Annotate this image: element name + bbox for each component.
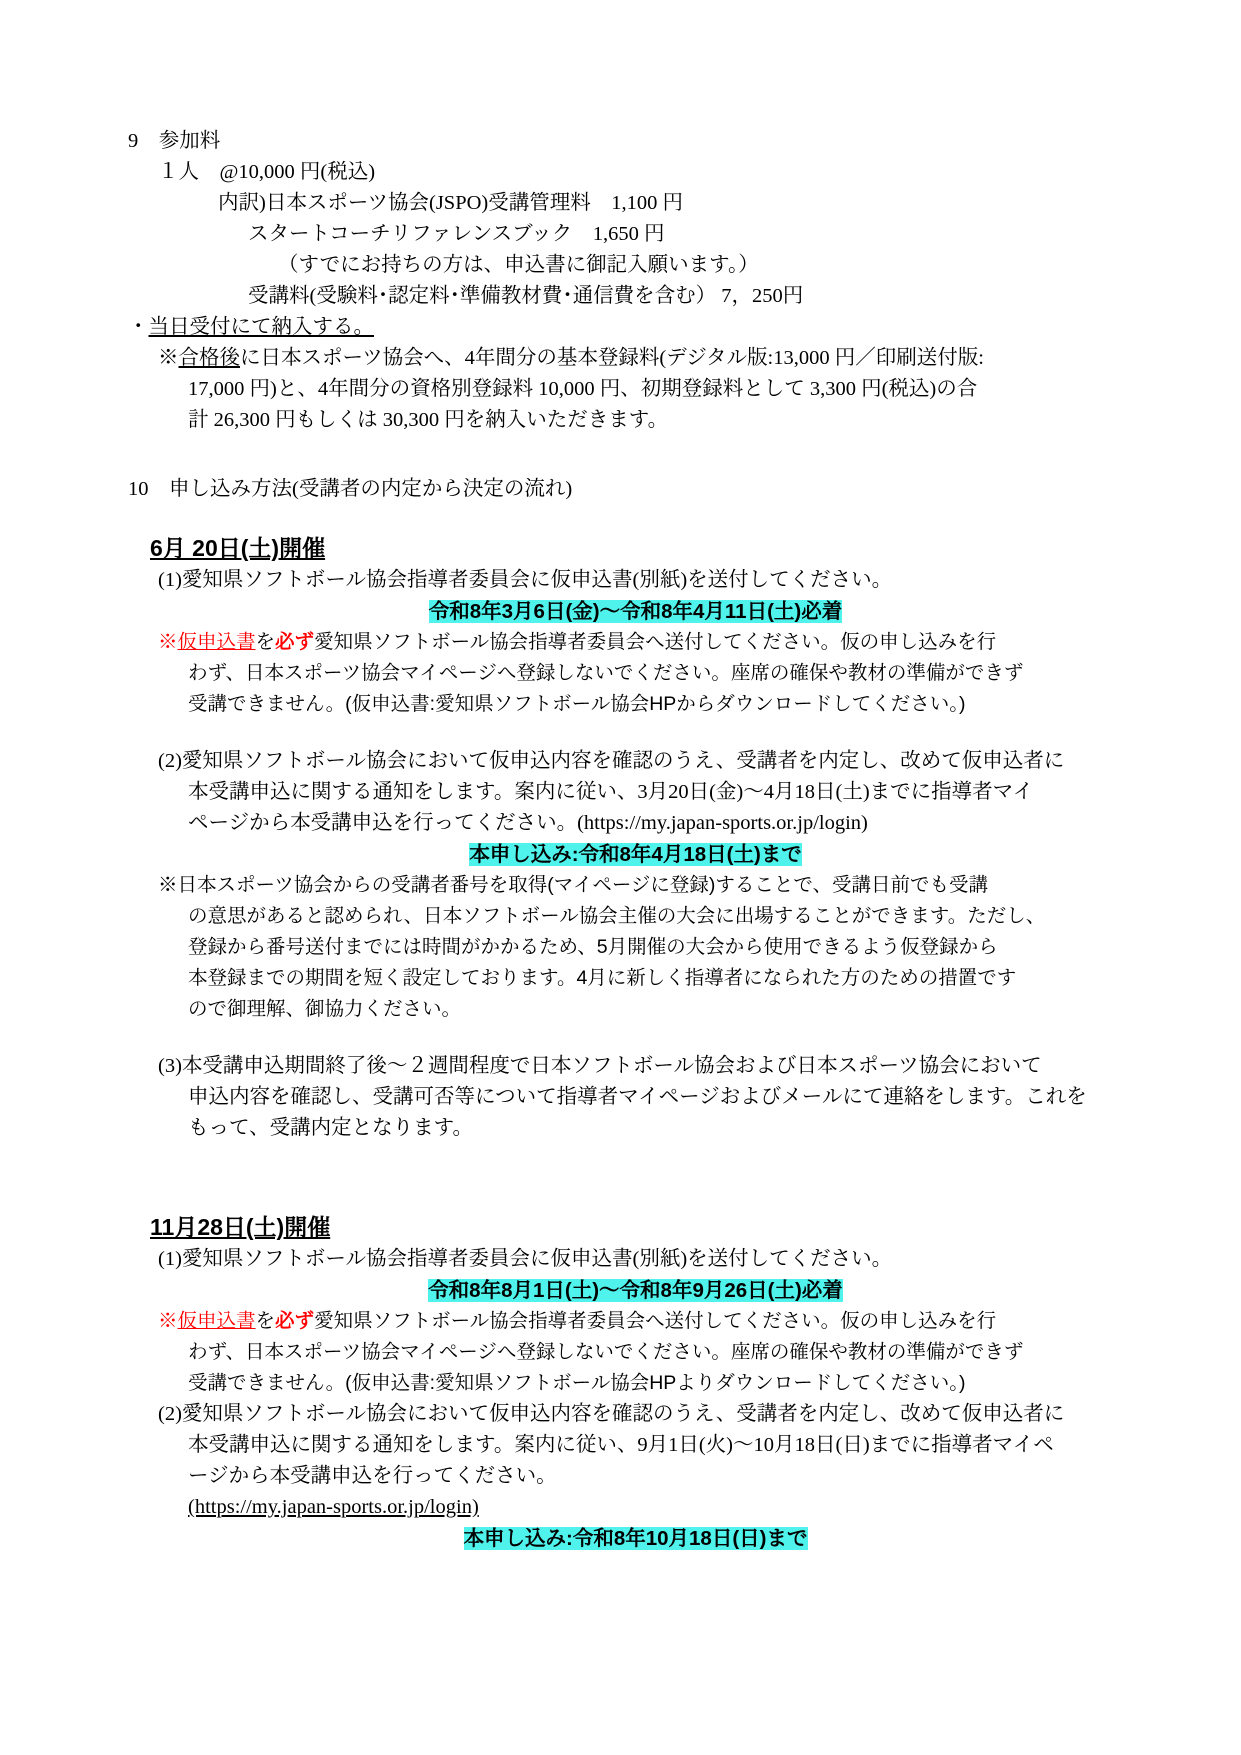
fee-note-line-2: 17,000 円)と、4年間分の資格別登録料 10,000 円、初期登録料として 3,300 円(税込)の合 [188,378,978,400]
event1-heading: 6月 20日(土)開催 [150,535,326,561]
event1-note1-bold: 必ず [275,631,315,653]
event2-note1-mid: を [255,1310,276,1332]
section-9-number: 9 [128,130,139,152]
event2-item2-deadline [128,1523,1113,1554]
event2-note1-red: 仮申込書 [177,1310,256,1332]
event2-item1-text: 愛知県ソフトボール協会指導者委員会に仮申込書(別紙)を送付してください。 [181,1248,893,1270]
event2-note1-rest: 愛知県ソフトボール協会指導者委員会へ送付してください。仮の申し込みを行 [314,1310,997,1332]
event2-item1-deadline [128,1275,1113,1306]
event1-item3-line1 [128,1051,1113,1082]
fee-line-1: １人 @10,000 円(税込) [158,161,376,183]
document-body [128,126,1113,1554]
event1-item2-line2: 本受講申込に関する通知をします。案内に従い、3月20日(金)～4月18日(土)までに指導者マイ [188,781,1034,803]
event1-item3-line3: もって、受講内定となります。 [188,1117,473,1139]
event1-item2-label: (2) [158,750,182,772]
event1-item1-deadline-text: 令和8年3月6日(金)～令和8年4月11日(土)必着 [428,600,843,623]
event2-item2-label: (2) [158,1403,182,1425]
fee-line-5: 受講料(受験料･認定料･準備教材費･通信費を含む） 7，250円 [248,285,804,307]
event1-note1-mid: を [255,631,276,653]
event2-note1-line3: 受講できません。(仮申込書:愛知県ソフトボール協会HPよりダウンロードしてください。) [188,1372,966,1394]
fee-payment-underlined: 当日受付にて納入する。 [148,316,374,338]
event1-item2-line1 [128,746,1113,777]
event1-item3-line2: 申込内容を確認し、受講可否等について指導者マイページおよびメールにて連絡をします。これを [188,1086,1087,1108]
fee-note-line-1: ※合格後に日本スポーツ協会へ、4年間分の基本登録料(デジタル版:13,000 円／印刷送付版: [158,347,984,369]
event2-item2-line3: ージから本受講申込を行ってください。 [188,1465,557,1487]
event2-heading: 11月28日(土)開催 [150,1214,331,1240]
event1-item3-label: (3) [158,1055,182,1077]
event1-note1-line1 [128,627,1113,658]
event2-item2-line2: 本受講申込に関する通知をします。案内に従い、9月1日(火)～10月18日(日)までに指導者マイペ [188,1434,1054,1456]
event2-item1 [128,1244,1113,1275]
event2-note1-line2: わず、日本スポーツ協会マイページへ登録しないでください。座席の確保や教材の準備ができず [188,1341,1024,1363]
fee-line-3: スタートコーチリファレンスブック 1,650 円 [248,223,665,245]
section-9-title: 参加料 [158,130,221,152]
event2-item2-line1 [128,1399,1113,1430]
fee-note-line-3: 計 26,300 円もしくは 30,300 円を納入いただきます。 [188,409,669,431]
fee-payment-line: ・当日受付にて納入する。 [128,316,374,338]
event1-item2-text1: 愛知県ソフトボール協会において仮申込内容を確認のうえ、受講者を内定し、改めて仮申込者に [181,750,1065,772]
fee-note-underlined: 合格後 [178,347,240,369]
section-9-heading [128,126,1113,157]
fee-line-4: （すでにお持ちの方は、申込書に御記入願います。） [278,254,759,276]
section-10-number: 10 [128,478,149,500]
event1-item1 [128,565,1113,596]
event2-item1-deadline-text: 令和8年8月1日(土)～令和8年9月26日(土)必着 [428,1279,843,1302]
event2-item2-url-line [128,1492,1113,1523]
event1-note1-line2: わず、日本スポーツ協会マイページへ登録しないでください。座席の確保や教材の準備ができず [188,662,1024,684]
event1-note2-line5: ので御理解、御協力ください。 [188,998,462,1020]
event1-item2-deadline-text: 本申し込み:令和8年4月18日(土)まで [469,843,802,866]
event1-note2-line3: 登録から番号送付までには時間がかかるため、5月開催の大会から使用できるよう仮登録から [188,936,998,958]
event1-note1-mark: ※ [158,631,178,653]
event1-item3-text1: 本受講申込期間終了後～２週間程度で日本ソフトボール協会および日本スポーツ協会において [181,1055,1042,1077]
event1-item1-deadline [128,596,1113,627]
fee-line-2: 内訳)日本スポーツ協会(JSPO)受講管理料 1,100 円 [218,192,683,214]
event2-item2-deadline-text: 本申し込み:令和8年10月18日(日)まで [463,1527,808,1550]
event1-item1-label: (1) [158,569,182,591]
event1-item2-line3: ページから本受講申込を行ってください。(https://my.japan-sports.or.jp/login) [188,812,868,834]
event1-note1-line3: 受講できません。(仮申込書:愛知県ソフトボール協会HPからダウンロードしてください。) [188,693,966,715]
section-10-heading [128,474,1113,505]
event2-note1-line1 [128,1306,1113,1337]
event1-note1-rest: 愛知県ソフトボール協会指導者委員会へ送付してください。仮の申し込みを行 [314,631,997,653]
event2-note1-mark: ※ [158,1310,178,1332]
event1-note1-red: 仮申込書 [177,631,256,653]
section-10-title: 申し込み方法(受講者の内定から決定の流れ) [169,478,573,500]
event1-item1-text: 愛知県ソフトボール協会指導者委員会に仮申込書(別紙)を送付してください。 [181,569,893,591]
event1-note2-line2: の意思があると認められ、日本ソフトボール協会主催の大会に出場することができます。ただし、 [188,905,1046,927]
event1-item2-deadline [128,839,1113,870]
event2-note1-bold: 必ず [275,1310,315,1332]
mypage-url-link[interactable]: (https://my.japan-sports.or.jp/login) [188,1496,479,1518]
event1-note2-line1: ※日本スポーツ協会からの受講者番号を取得(マイページに登録)することで、受講日前でも受講 [158,874,989,896]
event2-item2-text1: 愛知県ソフトボール協会において仮申込内容を確認のうえ、受講者を内定し、改めて仮申込者に [181,1403,1065,1425]
event1-note2-line4: 本登録までの期間を短く設定しております。4月に新しく指導者になられた方のための措置です [188,967,1017,989]
event2-item1-label: (1) [158,1248,182,1270]
